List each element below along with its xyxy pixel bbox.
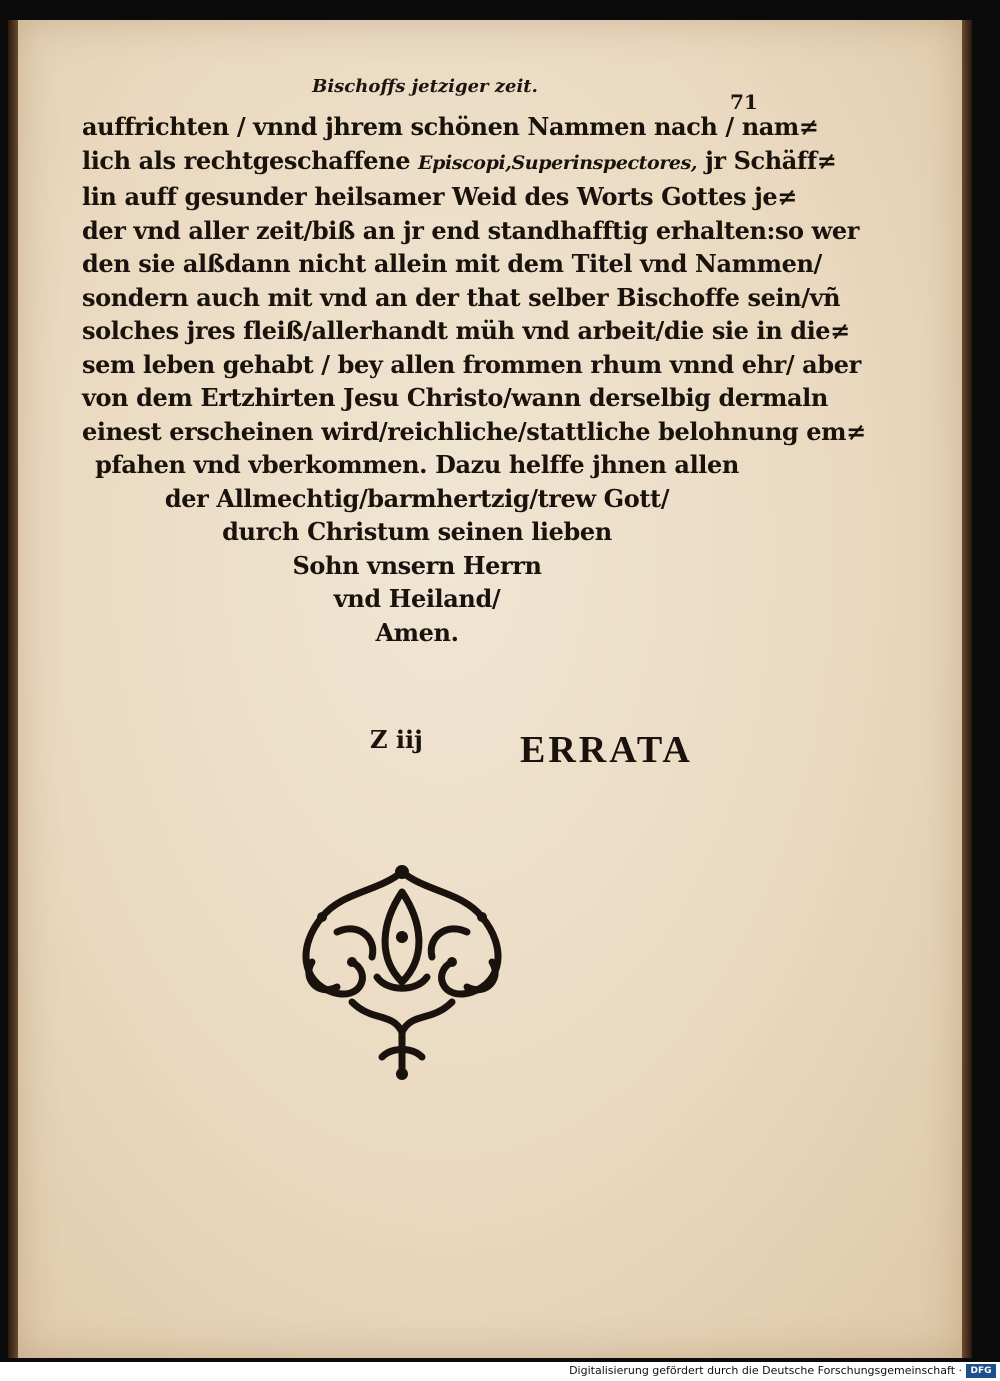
catchword: ERRATA [520,729,693,771]
signature-mark: Z iij [370,725,423,754]
dfg-logo: DFG [966,1364,996,1378]
text-line-centered: der Allmechtig/barmhertzig/trew Gott/ [164,483,670,513]
text-line-centered: vnd Heiland/ [333,584,501,613]
text-line [82,144,837,181]
page-number: 71 [730,90,758,114]
running-head: Bischoffs jetziger zeit. [312,76,538,97]
text-line-centered: pfahen vnd vberkommen. Dazu helffe jhnen allen [95,450,739,479]
text-line: der vnd aller zeit/biß an jr end standhafftig erhalten:so wer [82,215,859,245]
footer-bar [0,1362,1000,1381]
text-line: solches jres fleiß/allerhandt müh vnd arbeit/die sie in die≠ [82,316,850,345]
text-line: einest erscheinen wird/reichliche/stattliche belohnung em≠ [82,416,866,446]
text-line-centered: durch Christum seinen lieben [222,517,612,546]
text-line: sem leben gehabt / bey allen frommen rhum vnnd ehr/ aber [82,349,861,379]
page-left-edge [8,20,18,1358]
latin-term: Episcopi,Superinspectores, [418,151,698,174]
text-line: sondern auch mit vnd an der that selber Bischoffe sein/vñ [82,282,841,312]
text-fragment: jr Schäff≠ [697,145,837,175]
text-line: von dem Ertzhirten Jesu Christo/wann derselbig dermaln [82,383,828,412]
body-text [82,110,866,649]
text-line-centered: Amen. [375,617,459,647]
funding-credit: Digitalisierung gefördert durch die Deutsche Forschungsgemeinschaft · [569,1364,962,1377]
text-line-centered: Sohn vnsern Herrn [292,550,542,580]
page-right-edge [962,20,972,1358]
text-line: lin auff gesunder heilsamer Weid des Worts Gottes je≠ [82,182,797,211]
text-line: den sie alßdann nicht allein mit dem Titel vnd Nammen/ [82,249,822,278]
text-line: auffrichten / vnnd jhrem schönen Nammen nach / nam≠ [82,112,819,141]
text-fragment: lich als rechtgeschaffene [82,145,411,175]
printers-flower-ornament-icon [282,862,522,1082]
